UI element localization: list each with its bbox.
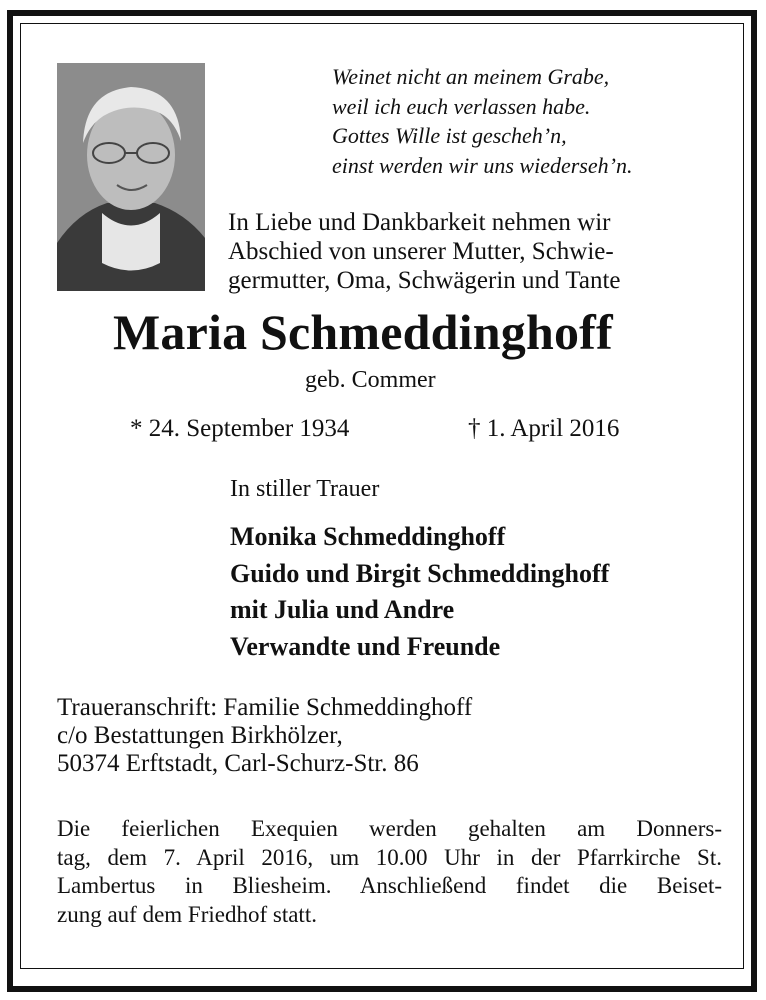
intro-text <box>228 208 621 295</box>
service-line: tag, dem 7. April 2016, um 10.00 Uhr in der Pfarrkirche St. <box>57 844 722 870</box>
mourning-heading: In stiller Trauer <box>230 476 380 502</box>
mourner-name: mit Julia und Andre <box>230 595 455 624</box>
address-line: Traueranschrift: Familie Schmeddinghoff <box>57 694 473 721</box>
death-date: † 1. April 2016 <box>468 415 620 442</box>
portrait-photo <box>57 63 205 291</box>
verse-line: einst werden wir uns wiederseh’n. <box>332 152 633 178</box>
mourner-name: Guido und Birgit Schmeddinghoff <box>230 558 610 588</box>
intro-line: In Liebe und Dankbarkeit nehmen wir <box>228 209 611 236</box>
birth-date: * 24. September 1934 <box>130 415 350 442</box>
deceased-name: Maria Schmeddinghoff <box>113 304 613 360</box>
verse <box>332 62 632 180</box>
service-line: Die feierlichen Exequien werden gehalten am Donners- <box>57 816 722 841</box>
intro-line: Abschied von unserer Mutter, Schwie- <box>228 238 614 265</box>
mourner-name: Verwandte und Freunde <box>230 631 501 661</box>
service-notice <box>57 815 722 929</box>
birth-name: geb. Commer <box>305 367 436 393</box>
verse-line: Weinet nicht an meinem Grabe, <box>332 64 610 89</box>
mourning-address <box>57 694 472 778</box>
verse-line: weil ich euch verlassen habe. <box>332 93 591 119</box>
address-line: c/o Bestattungen Birkhölzer, <box>57 722 343 749</box>
mourner-list <box>230 519 609 665</box>
verse-line: Gottes Wille ist gescheh’n, <box>332 123 567 148</box>
intro-line: germutter, Oma, Schwägerin und Tante <box>228 267 621 294</box>
address-line: 50374 Erftstadt, Carl-Schurz-Str. 86 <box>57 750 419 777</box>
service-line: Lambertus in Bliesheim. Anschließend findet die Beiset- <box>57 873 722 898</box>
mourner-name: Monika Schmeddinghoff <box>230 522 506 551</box>
service-line: zung auf dem Friedhof statt. <box>57 901 317 927</box>
